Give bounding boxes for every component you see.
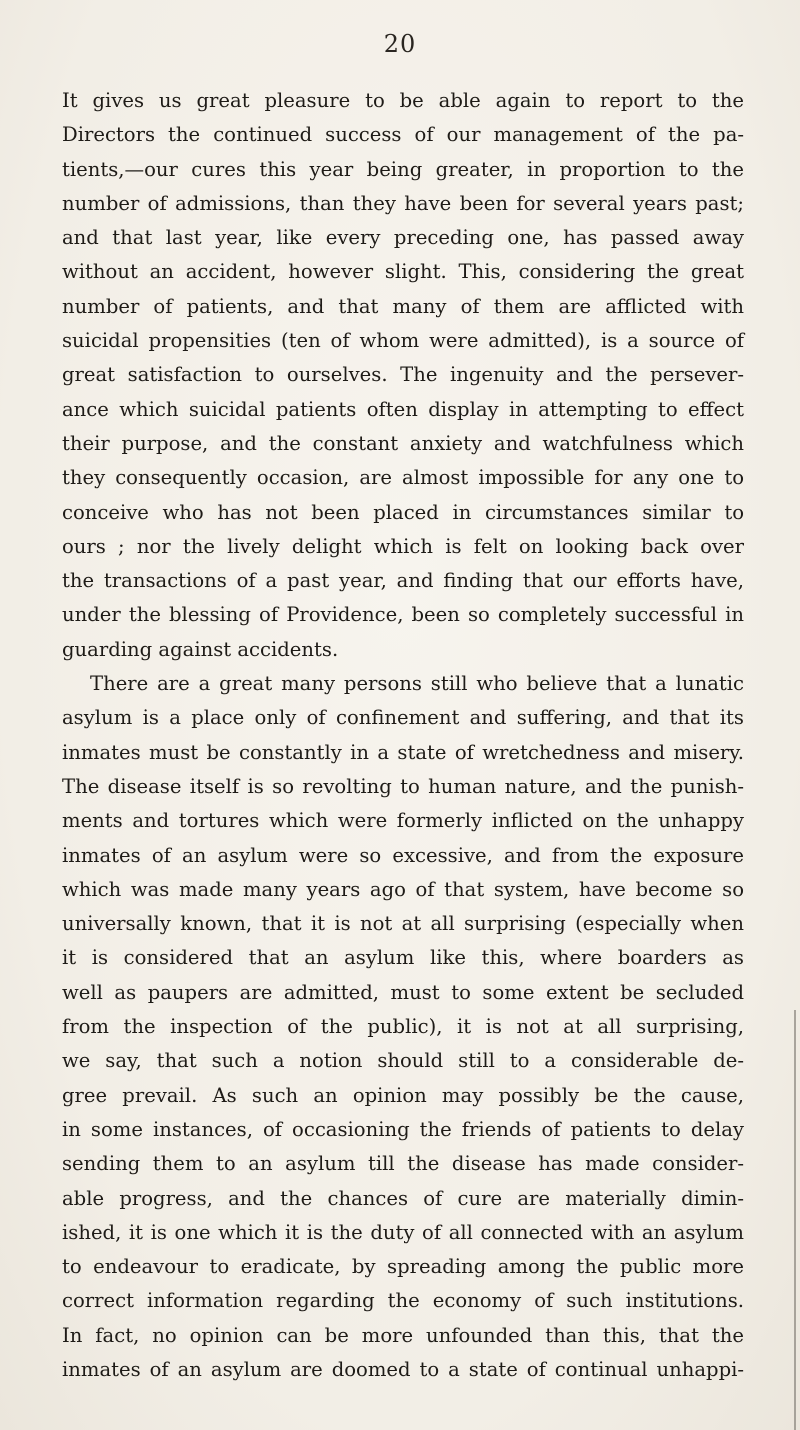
page-number: 20 (383, 30, 417, 58)
text-line: ance which suicidal patients often display in attempting to effect (62, 397, 744, 421)
body-text (62, 84, 744, 1387)
text-line: correct information regarding the economy of such institutions. (62, 1289, 744, 1313)
text-line: Directors the continued success of our management of the pa- (62, 123, 744, 147)
text-line: sending them to an asylum till the disease has made consider- (62, 1152, 744, 1176)
text-line: ours ; nor the lively delight which is felt on looking back over (62, 534, 744, 558)
text-line: number of admissions, than they have been for several years past; (62, 191, 744, 215)
text-line: we say, that such a notion should still to a considerable de- (62, 1049, 744, 1073)
text-line: It gives us great pleasure to be able again to report to the (62, 89, 744, 112)
text-line: conceive who has not been placed in circumstances similar to (62, 500, 744, 524)
text-line: ished, it is one which it is the duty of all connected with an asylum (62, 1220, 744, 1244)
text-line: to endeavour to eradicate, by spreading among the public more (62, 1255, 744, 1279)
text-line: gree prevail. As such an opinion may possibly be the cause, (62, 1083, 744, 1107)
text-line: suicidal propensities (ten of whom were admitted), is a source of (62, 329, 744, 353)
text-line: and that last year, like every preceding one, has passed away (62, 226, 744, 250)
text-line: universally known, that it is not at all surprising (especially when (62, 912, 744, 936)
text-line: There are a great many persons still who believe that a lunatic (90, 672, 744, 696)
text-line: which was made many years ago of that system, have become so (62, 877, 744, 901)
text-line: from the inspection of the public), it is not at all surprising, (62, 1015, 744, 1039)
text-line: ments and tortures which were formerly inflicted on the unhappy (62, 809, 744, 833)
text-line: tients,—our cures this year being greater, in proportion to the (62, 157, 744, 181)
text-line: In fact, no opinion can be more unfounded than this, that the (62, 1323, 744, 1347)
text-line: the transactions of a past year, and finding that our efforts have, (62, 569, 744, 593)
text-line: it is considered that an asylum like this, where boarders as (62, 946, 744, 970)
paragraph-1 (62, 84, 744, 667)
text-line: inmates must be constantly in a state of wretchedness and misery. (62, 740, 744, 764)
text-line: able progress, and the chances of cure are materially dimin- (62, 1186, 744, 1210)
text-line: under the blessing of Providence, been so completely successful in (62, 603, 744, 627)
page-edge-shadow (794, 1010, 796, 1430)
text-line: number of patients, and that many of them are afflicted with (62, 294, 744, 318)
text-line: asylum is a place only of confinement and suffering, and that its (62, 706, 744, 730)
paragraph-2 (62, 667, 744, 1387)
text-line: inmates of an asylum were so excessive, and from the exposure (62, 843, 744, 867)
text-line: guarding against accidents. (62, 637, 339, 661)
text-line: well as paupers are admitted, must to some extent be secluded (62, 980, 744, 1004)
text-line: The disease itself is so revolting to human nature, and the punish- (62, 774, 744, 798)
text-line: they consequently occasion, are almost impossible for any one to (62, 466, 744, 490)
text-line: inmates of an asylum are doomed to a state of continual unhappi- (62, 1357, 744, 1381)
text-line: their purpose, and the constant anxiety and watchfulness which (62, 431, 744, 455)
text-line: in some instances, of occasioning the friends of patients to delay (62, 1117, 744, 1141)
text-line: without an accident, however slight. This, considering the great (62, 260, 744, 284)
text-line: great satisfaction to ourselves. The ingenuity and the persever- (62, 363, 744, 387)
